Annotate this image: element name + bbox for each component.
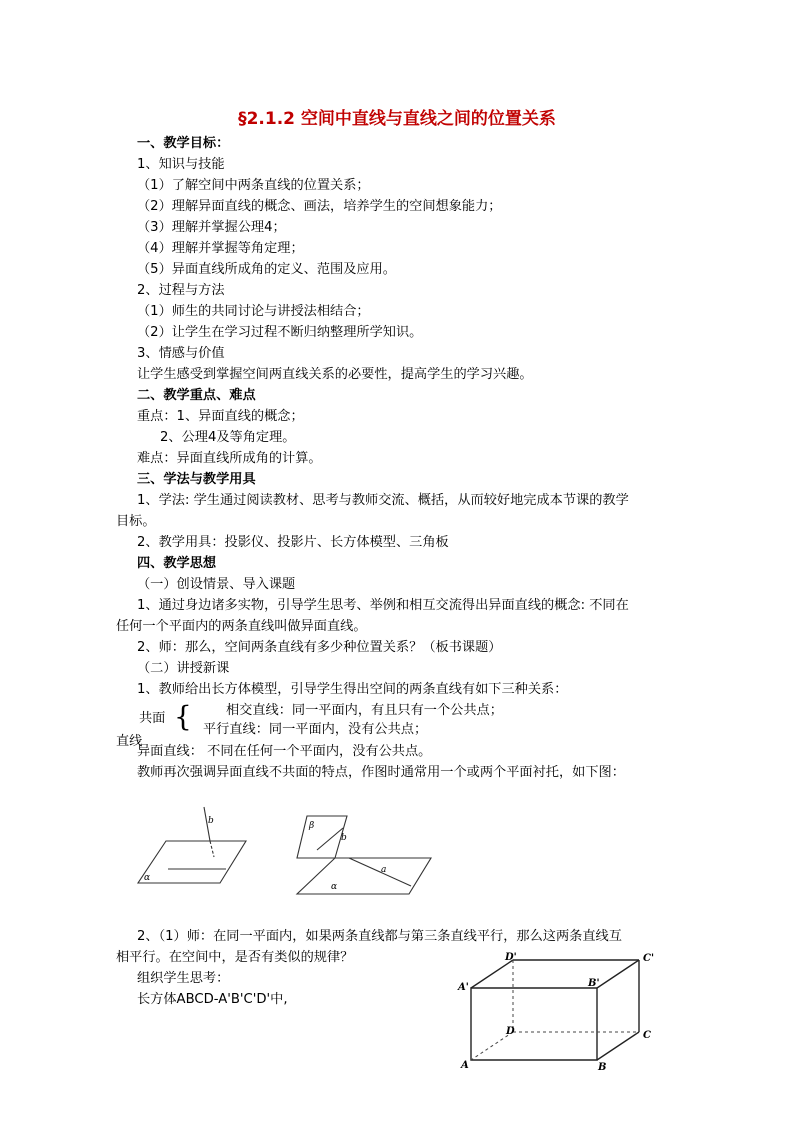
vertex-D: D: [506, 1026, 515, 1037]
part-1-para-2: 2、师：那么，空间两条直线有多少种位置关系？（板书课题）: [137, 640, 502, 655]
label-alpha: α: [144, 873, 151, 883]
key-point-2: 2、公理4及等角定理。: [160, 430, 296, 445]
question-line-1: 2、（1）师：在同一平面内，如果两条直线都与第三条直线平行，那么这两条直线互: [137, 929, 622, 944]
vertex-C: C: [643, 1030, 651, 1041]
plane-alpha: [297, 858, 431, 894]
cuboid-text: 长方体ABCD-A'B'C'D'中,: [137, 992, 288, 1007]
page-title: §2.1.2 空间中直线与直线之间的位置关系: [238, 109, 556, 129]
vertex-B: B: [598, 1062, 607, 1073]
cuboid-front-face: [471, 988, 597, 1060]
emotion-heading: 3、情感与价值: [137, 346, 225, 361]
line-a: [349, 858, 411, 886]
method-line-1: 1、学法: 学生通过阅读教材、思考与教师交流、概括，从而较好地完成本节课的教学: [137, 493, 629, 508]
emphasis-paragraph: 教师再次强调异面直线不共面的特点，作图时通常用一个或两个平面衬托，如下图：: [137, 765, 625, 780]
question-line-2: 相平行。在空间中，是否有类似的规律？: [116, 950, 354, 965]
skew-lines: 异面直线： 不同在任何一个平面内，没有公共点。: [137, 744, 432, 759]
process-item-1: （1）师生的共同讨论与讲授法相结合；: [137, 304, 370, 319]
tools: 2、教学用具：投影仪、投影片、长方体模型、三角板: [137, 535, 449, 550]
part-1-para-1-line-2: 任何一个平面内的两条直线叫做异面直线。: [116, 619, 367, 634]
knowledge-item-1: （1）了解空间中两条直线的位置关系；: [137, 178, 370, 193]
plane-beta: [297, 816, 347, 858]
section-4-heading: 四、教学思想: [137, 556, 217, 571]
vertex-C-prime: C': [643, 953, 655, 964]
knowledge-item-4: （4）理解并掌握等角定理；: [137, 241, 304, 256]
label-alpha: α: [331, 882, 338, 892]
knowledge-item-2: （2）理解异面直线的概念、画法，培养学生的空间想象能力；: [137, 199, 502, 214]
label-a: a: [381, 865, 387, 875]
line-b: [317, 828, 343, 850]
process-heading: 2、过程与方法: [137, 283, 225, 298]
key-point-1: 重点：1、异面直线的概念；: [137, 409, 304, 424]
part-2-heading: （二）讲授新课: [137, 661, 230, 676]
part-2-para-1: 1、教师给出长方体模型，引导学生得出空间的两条直线有如下三种关系：: [137, 682, 568, 697]
line-b-hidden: [210, 841, 214, 857]
hidden-edges: [471, 960, 639, 1060]
part-1-heading: （一）创设情景、导入课题: [137, 577, 296, 592]
label-b: b: [341, 833, 347, 843]
difficulty: 难点：异面直线所成角的计算。: [137, 451, 322, 466]
method-line-2: 目标。: [116, 514, 156, 529]
knowledge-item-3: （3）理解并掌握公理4；: [137, 220, 286, 235]
coplanar-label: 共面: [139, 711, 166, 726]
vertex-B-prime: B': [588, 978, 600, 989]
intersecting-lines: 相交直线：同一平面内，有且只有一个公共点；: [226, 703, 503, 718]
process-item-2: （2）让学生在学习过程不断归纳整理所学知识。: [137, 325, 423, 340]
plane-alpha: [138, 841, 246, 883]
vertex-A: A: [461, 1060, 469, 1071]
skew-lines-figure-2: [295, 812, 435, 897]
knowledge-heading: 1、知识与技能: [137, 157, 225, 172]
section-1-heading: 一、教学目标：: [137, 136, 230, 151]
brace-symbol: {: [174, 700, 192, 733]
part-1-para-1-line-1: 1、通过身边诸多实物，引导学生思考、举例和相互交流得出异面直线的概念: 不同在: [137, 598, 629, 613]
cuboid-figure: [455, 948, 665, 1074]
emotion-text: 让学生感受到掌握空间两直线关系的必要性，提高学生的学习兴趣。: [137, 367, 533, 382]
vertex-A-prime: A': [458, 982, 469, 993]
organize-thinking: 组织学生思考：: [137, 971, 230, 986]
section-2-heading: 二、教学重点、难点: [137, 388, 256, 403]
parallel-lines: 平行直线：同一平面内，没有公共点；: [203, 722, 428, 737]
section-3-heading: 三、学法与教学用具: [137, 472, 256, 487]
label-beta: β: [309, 821, 315, 831]
knowledge-item-5: （5）异面直线所成角的定义、范围及应用。: [137, 262, 396, 277]
vertex-D-prime: D': [505, 952, 517, 963]
skew-lines-figure-1: [138, 805, 248, 890]
cut-off-text: 直线: [116, 734, 143, 749]
label-b: b: [208, 816, 214, 826]
